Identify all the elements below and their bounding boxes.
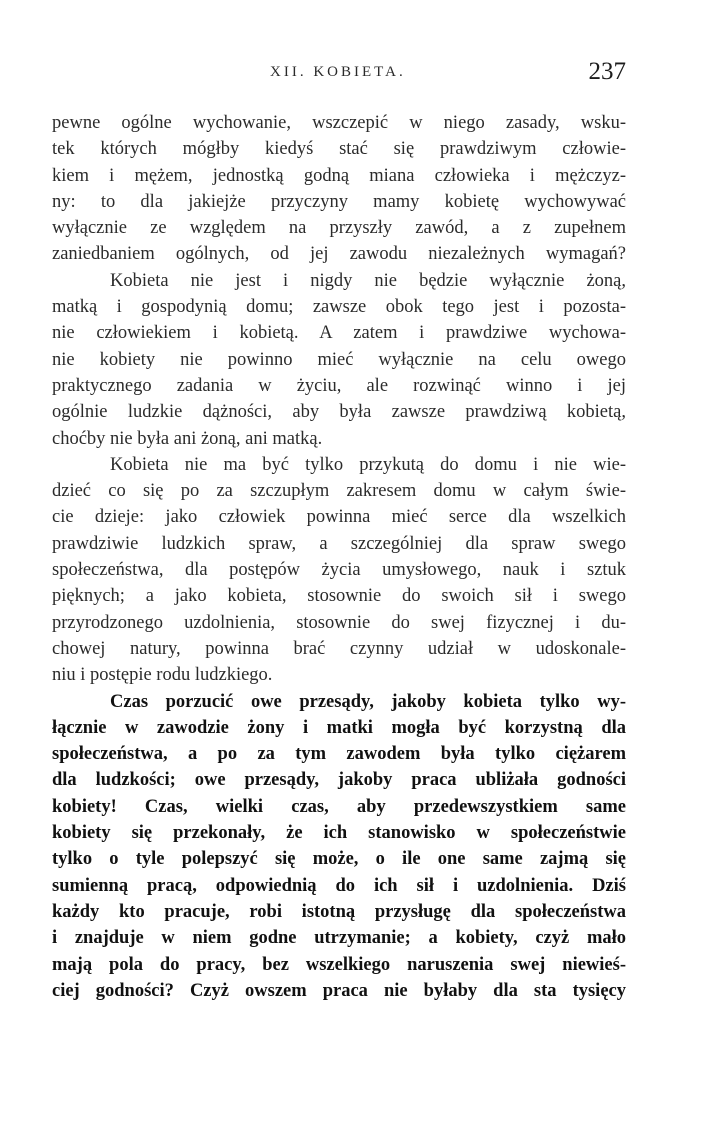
text-line: społeczeństwa, a po za tym zawodem była tylko ciężarem: [52, 744, 626, 765]
paragraph-2: [52, 268, 626, 452]
text-line: przyrodzonego uzdolnienia, stosownie do swej fizycznej i du-: [52, 612, 626, 633]
text-line: wyłącznie ze względem na przyszły zawód, a z zupełnem: [52, 218, 626, 239]
text-line: chowej natury, powinna brać czynny udział w udoskonale-: [52, 638, 626, 659]
text-line: Czas porzucić owe przesądy, jakoby kobieta tylko wy-: [110, 691, 626, 712]
text-line: dzieć co się po za szczupłym zakresem domu w całym świe-: [52, 481, 626, 502]
text-line: cie dzieje: jako człowiek powinna mieć serce dla wszelkich: [52, 507, 626, 528]
text-line: Kobieta nie jest i nigdy nie będzie wyłącznie żoną,: [110, 270, 626, 291]
text-line: i znajduje w niem godne utrzymanie; a kobiety, czyż mało: [52, 928, 626, 949]
text-line: nie człowiekiem i kobietą. A zatem i prawdziwe wychowa-: [52, 323, 626, 344]
text-line: matką i gospodynią domu; zawsze obok tego jest i pozosta-: [52, 297, 626, 318]
text-line: Kobieta nie ma być tylko przykutą do domu i nie wie-: [110, 454, 626, 475]
text-line: społeczeństwa, dla postępów życia umysłowego, nauk i sztuk: [52, 560, 626, 581]
running-title: XII. KOBIETA.: [270, 64, 406, 80]
text-line: ny: to dla jakiejże przyczyny mamy kobietę wychowywać: [52, 191, 626, 212]
paragraph-4: [52, 689, 626, 1005]
text-line: niu i postępie rodu ludzkiego.: [52, 665, 273, 686]
text-line: zaniedbaniem ogólnych, od jej zawodu niezależnych wymagań?: [52, 244, 626, 265]
paragraph-1: [52, 110, 626, 268]
text-line: choćby nie była ani żoną, ani matką.: [52, 428, 323, 449]
text-line: pięknych; a jako kobieta, stosownie do swoich sił i swego: [52, 586, 626, 607]
text-line: kobiety się przekonały, że ich stanowisko w społeczeństwie: [52, 823, 626, 844]
text-line: kobiety! Czas, wielki czas, aby przedewszystkiem same: [52, 796, 626, 817]
text-line: dla ludzkości; owe przesądy, jakoby praca ubliżała godności: [52, 770, 626, 791]
text-line: praktycznego zadania w życiu, ale rozwinąć winno i jej: [52, 375, 626, 396]
text-line: prawdziwie ludzkich spraw, a szczególniej dla spraw swego: [52, 533, 626, 554]
body-text: [52, 110, 626, 1004]
page-header: [52, 58, 626, 92]
text-line: mają pola do pracy, bez wszelkiego naruszenia swej niewieś-: [52, 954, 626, 975]
page-number: 237: [588, 58, 626, 85]
text-line: każdy kto pracuje, robi istotną przysługę dla społeczeństwa: [52, 901, 626, 922]
text-line: ciej godności? Czyż owszem praca nie byłaby dla sta tysięcy: [52, 980, 626, 1001]
paragraph-3: [52, 452, 626, 689]
text-line: łącznie w zawodzie żony i matki mogła być korzystną dla: [52, 717, 626, 738]
text-line: ogólnie ludzkie dążności, aby była zawsze prawdziwą kobietą,: [52, 402, 626, 423]
text-line: pewne ogólne wychowanie, wszczepić w niego zasady, wsku-: [52, 113, 626, 133]
text-line: nie kobiety nie powinno mieć wyłącznie na celu owego: [52, 349, 626, 370]
text-line: tylko o tyle polepszyć się może, o ile one same zajmą się: [52, 849, 626, 870]
text-line: kiem i mężem, jednostką godną miana człowieka i mężczyz-: [52, 165, 626, 186]
text-line: sumienną pracą, odpowiednią do ich sił i uzdolnienia. Dziś: [52, 875, 626, 896]
text-line: tek których mógłby kiedyś stać się prawdziwym człowie-: [52, 139, 626, 160]
